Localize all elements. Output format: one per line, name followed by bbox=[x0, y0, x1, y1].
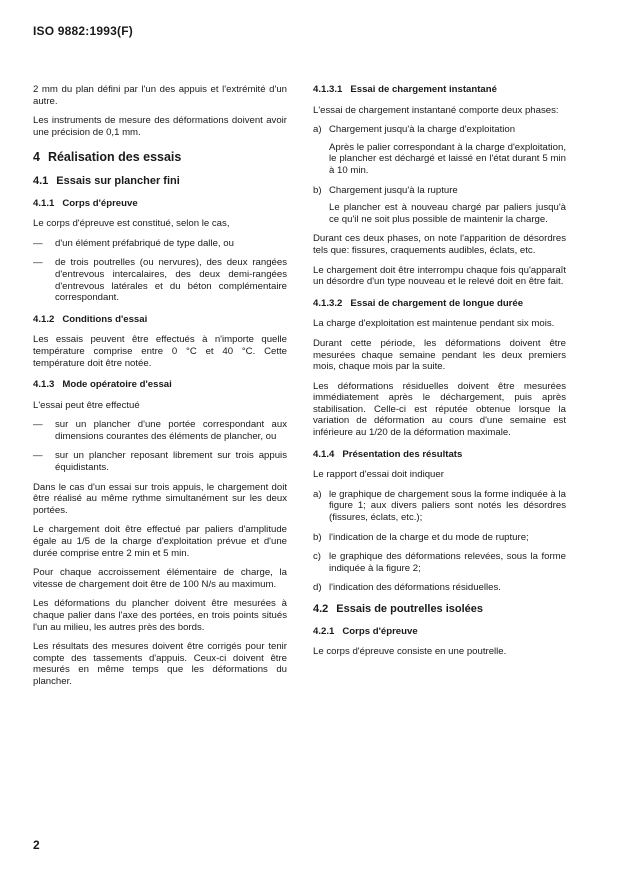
paragraph: L'essai de chargement instantané comporte deux phases: bbox=[313, 104, 559, 116]
alpha-list bbox=[313, 124, 566, 225]
list-item: b) l'indication de la charge et du mode de rupture; bbox=[313, 531, 529, 543]
paragraph: La charge d'exploitation est maintenue pendant six mois. bbox=[313, 318, 555, 330]
paragraph: Le chargement doit être effectué par paliers d'amplitude égale au 1/5 de la charge d'exploitation prévue et d'une durée comprise entre 2 min et 5 min. bbox=[33, 524, 287, 559]
section-heading-4-1-4: 4.1.4 Présentation des résultats bbox=[313, 448, 463, 460]
list-item: — sur un plancher reposant librement sur trois appuis équidistants. bbox=[33, 450, 287, 474]
paragraph: Pour chaque accroissement élémentaire de charge, la vitesse de chargement doit être de 100 N/s au maximum. bbox=[33, 567, 287, 590]
left-column bbox=[33, 84, 287, 696]
paragraph: Durant ces deux phases, on note l'apparition de désordres tels que: fissures, craquements audibles, éclats, etc. bbox=[313, 233, 566, 256]
paragraph: Les instruments de mesure des déformations doivent avoir une précision de 0,1 mm. bbox=[33, 115, 287, 138]
paragraph: Les résultats des mesures doivent être corrigés pour tenir compte des tassements d'appuis. Ceux-ci doivent être mesurés en même temps que les déformations du plancher. bbox=[33, 641, 287, 687]
page-number: 2 bbox=[33, 838, 40, 852]
list-item-detail: Après le palier correspondant à la charge d'exploitation, le plancher est déchargé et laissé en l'état durant 5 min à 10 min. bbox=[329, 141, 566, 176]
section-heading-4: 4 Réalisation des essais bbox=[33, 150, 182, 165]
right-column bbox=[313, 84, 566, 666]
paragraph: Dans le cas d'un essai sur trois appuis, le chargement doit être réalisé au même rythme simultanément sur les deux portées. bbox=[33, 481, 287, 516]
section-heading-4-2: 4.2 Essais de poutrelles isolées bbox=[313, 603, 484, 615]
section-heading-4-2-1: 4.2.1 Corps d'épreuve bbox=[313, 625, 418, 637]
paragraph: Durant cette période, les déformations doivent être mesurées chaque semaine pendant les deux premiers mois, chaque mois par la suite. bbox=[313, 337, 566, 373]
paragraph: 2 mm du plan défini par l'un des appuis et l'extrémité d'un autre. bbox=[33, 84, 287, 107]
paragraph: Les essais peuvent être effectués à n'importe quelle température comprise entre 0 °C et 40 °C. Cette température doit être notée. bbox=[33, 334, 287, 369]
section-heading-4-1: 4.1 Essais sur plancher fini bbox=[33, 174, 180, 187]
list-item: a) le graphique de chargement sous la forme indiquée à la figure 1; aux divers paliers sont notés les désordres (fissures, éclats, etc.); bbox=[313, 488, 566, 524]
paragraph: Le corps d'épreuve est constitué, selon le cas, bbox=[33, 218, 230, 230]
paragraph: Les déformations du plancher doivent être mesurées à chaque palier dans l'axe des portées, en trois points situés l'un au milieu, les autres près des bords. bbox=[33, 598, 287, 633]
dash-list bbox=[33, 238, 287, 304]
paragraph: Les déformations résiduelles doivent être mesurées immédiatement après le déchargement, puis après stabilisation. Celle-ci est réputée obtenue lorsque la variation de déformation au cours d'une semaine est inférieure au 1/20 de la déformation maximale. bbox=[313, 380, 566, 439]
section-heading-4-1-3-1: 4.1.3.1 Essai de chargement instantané bbox=[313, 84, 497, 95]
paragraph: Le chargement doit être interrompu chaque fois qu'apparaît un désordre d'un type nouveau et le relevé doit en être fait. bbox=[313, 264, 566, 288]
paragraph: Le rapport d'essai doit indiquer bbox=[313, 469, 444, 481]
list-item: a) Chargement jusqu'à la charge d'exploitation Après le palier correspondant à la charge d'exploitation, le plancher est déchargé et laissé en l'état durant 5 min à 10 min. bbox=[313, 124, 566, 176]
section-heading-4-1-3-2: 4.1.3.2 Essai de chargement de longue durée bbox=[313, 297, 524, 309]
list-item: c) le graphique des déformations relevées, sous la forme indiquée à la figure 2; bbox=[313, 551, 566, 574]
section-heading-4-1-2: 4.1.2 Conditions d'essai bbox=[33, 313, 148, 325]
list-item: — de trois poutrelles (ou nervures), des deux rangées d'entrevous intercalaires, des deux demi-rangées d'entrevous latérales et du béton complémentaire correspondant. bbox=[33, 257, 287, 304]
section-heading-4-1-3: 4.1.3 Mode opératoire d'essai bbox=[33, 379, 172, 391]
list-item: b) Chargement jusqu'à la rupture Le plancher est à nouveau chargé par paliers jusqu'à ce qu'il ne soit plus possible de maintenir la charge. bbox=[313, 184, 566, 225]
paragraph: Le corps d'épreuve consiste en une poutrelle. bbox=[313, 646, 507, 658]
list-item-detail: Le plancher est à nouveau chargé par paliers jusqu'à ce qu'il ne soit plus possible de maintenir la charge. bbox=[329, 202, 566, 225]
page-header: ISO 9882:1993(F) bbox=[33, 24, 133, 38]
paragraph: L'essai peut être effectué bbox=[33, 399, 140, 411]
list-item: d) l'indication des déformations résiduelles. bbox=[313, 582, 501, 594]
list-item: — d'un élément préfabriqué de type dalle, ou bbox=[33, 237, 234, 249]
section-heading-4-1-1: 4.1.1 Corps d'épreuve bbox=[33, 197, 138, 209]
alpha-list bbox=[313, 489, 566, 594]
list-item: — sur un plancher d'une portée correspondant aux dimensions courantes des éléments de plancher, ou bbox=[33, 419, 287, 442]
dash-list bbox=[33, 419, 287, 473]
